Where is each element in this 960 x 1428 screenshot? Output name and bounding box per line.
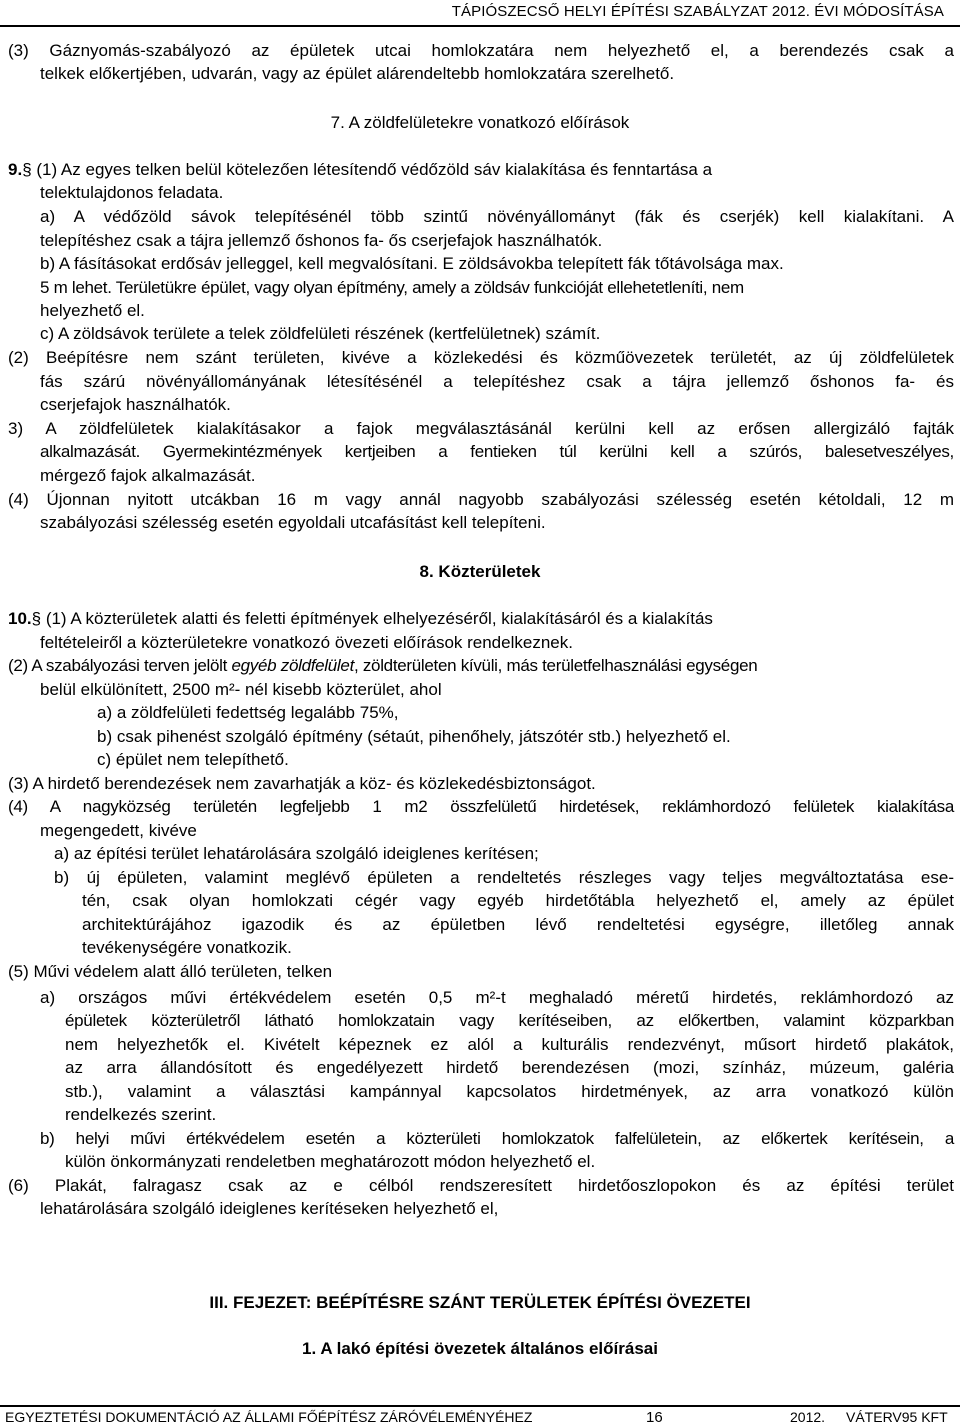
footer-year: 2012. xyxy=(790,1409,826,1425)
chapter-title: III. FEJEZET: BEÉPÍTÉSRE SZÁNT TERÜLETEK ÉPÍTÉSI ÖVEZETEI xyxy=(209,1293,751,1312)
paragraph-line: telektulajdonos feladata. xyxy=(40,183,224,202)
paragraph-text: , zöldterületen kívüli, más területfelhasználási egységen xyxy=(354,656,758,675)
list-item: épületek közterületről látható homlokzatain vagy kerítéseiben, az előkertben, valamint közparkban xyxy=(65,1011,954,1030)
paragraph-line: mérgező fajok alkalmazását. xyxy=(40,466,256,485)
paragraph-line: (4) Újonnan nyitott utcákban 16 m vagy annál nagyobb szabályozási szélesség esetén kétoldali, 12 m xyxy=(8,490,954,509)
list-item: tevékenységére vonatkozik. xyxy=(82,938,292,957)
paragraph-line: lehatárolására szolgáló ideiglenes kerítéseken helyezhető el, xyxy=(40,1199,499,1218)
paragraph-line: a) A védőzöld sávok telepítésénél több szintű növényállományt (fák és cserjék) kell kialakítani. A xyxy=(40,207,954,226)
paragraph-line xyxy=(8,607,713,630)
paragraph-line: feltételeiről a közterületekre vonatkozó övezeti előírások rendelkeznek. xyxy=(40,633,573,652)
paragraph-text: § (1) A közterületek alatti és feletti építmények elhelyezéséről, kialakításáról és a kialakítás xyxy=(31,609,713,628)
header-title: TÁPIÓSZECSŐ HELYI ÉPÍTÉSI SZABÁLYZAT 2012. ÉVI MÓDOSÍTÁSA xyxy=(451,3,944,20)
section-heading xyxy=(0,111,960,134)
section-title: 8. Közterületek xyxy=(419,562,541,581)
list-item: b) csak pihenést szolgáló építmény (sétaút, pihenőhely, játszótér stb.) helyezhető el. xyxy=(97,727,731,746)
paragraph-text: § (1) Az egyes telken belül kötelezően létesítendő védőzöld sáv kialakítása és fenntartása a xyxy=(22,160,713,179)
paragraph-line: (5) Művi védelem alatt álló területen, telken xyxy=(8,962,333,981)
paragraph-line: (4) A nagyközség területén legfeljebb 1 m2 összfelületű hirdetések, reklámhordozó felületek kialakítása xyxy=(8,797,954,816)
list-item: a) az építési terület lehatárolására szolgáló ideiglenes kerítésen; xyxy=(54,844,539,863)
section-heading xyxy=(0,560,960,583)
paragraph-line: c) A zöldsávok területe a telek zöldfelületi részének (kertfelületnek) számít. xyxy=(40,324,601,343)
list-item: tén, csak olyan homlokzati cégér vagy egyéb hirdetőtábla helyezhető el, amely az épület xyxy=(82,891,954,910)
paragraph-line: (2) Beépítésre nem szánt területen, kivéve a közlekedési és közműövezetek területét, az új zöldfelületek xyxy=(8,348,954,367)
footer-company: VÁTERV95 KFT xyxy=(846,1409,948,1425)
paragraph-line: 5 m lehet. Területükre épület, vagy olyan építmény, amely a zöldsáv funkcióját ellehetetleníti, nem xyxy=(40,278,744,297)
paragraph-line xyxy=(8,654,757,677)
list-item: rendelkezés szerint. xyxy=(65,1105,217,1124)
section-title: 1. A lakó építési övezetek általános előírásai xyxy=(302,1339,658,1358)
paragraph-line: telepítéshez csak a tájra jellemző őshonos fa- ős cserjefajok használhatók. xyxy=(40,231,603,250)
paragraph-line: b) A fásításokat erdősáv jelleggel, kell megvalósítani. E zöldsávokba telepített fák tőtávolsága max. xyxy=(40,254,784,273)
paragraph-line: helyezhető el. xyxy=(40,301,145,320)
list-item: c) épület nem telepíthető. xyxy=(97,750,289,769)
section-number: 9. xyxy=(8,160,23,179)
page-footer xyxy=(0,1405,960,1428)
paragraph-line: belül elkülönített, 2500 m²- nél kisebb közterület, ahol xyxy=(40,680,442,699)
paragraph-line: cserjefajok használhatók. xyxy=(40,395,231,414)
list-item: az arra állandósított és engedélyezett hirdető berendezésen (mozi, színház, múzeum, galéria xyxy=(65,1058,954,1077)
paragraph-text: (2) A szabályozási terven jelölt xyxy=(8,656,232,675)
list-item: architektúrájához igazodik és az épületben lévő rendeltetési egységre, illetőleg annak xyxy=(82,915,954,934)
paragraph-line: (6) Plakát, falragasz csak az e célból rendszeresített hirdetőoszlopokon és az építési terület xyxy=(8,1176,954,1195)
italic-term: egyéb zöldfelület xyxy=(231,656,354,675)
paragraph-line: szabályozási szélesség esetén egyoldali utcafásítást kell telepíteni. xyxy=(40,513,546,532)
list-item: b) helyi művi értékvédelem esetén a közterületi homlokzatok falfelületein, az előkertek kerítésein, a xyxy=(40,1129,954,1148)
paragraph-line: alkalmazását. Gyermekintézmények kertjeiben a fentieken túl kerülni kell a szúrós, balesetveszélyes, xyxy=(40,442,954,461)
section-heading xyxy=(0,1337,960,1360)
paragraph-line xyxy=(8,158,712,181)
footer-document-label: EGYEZTETÉSI DOKUMENTÁCIÓ AZ ÁLLAMI FŐÉPÍTÉSZ ZÁRÓVÉLEMÉNYÉHEZ xyxy=(5,1409,533,1425)
list-item: nem helyezhetők el. Kivételt képeznek ez alól a kulturális rendezvényt, műsort hirdető plakátok, xyxy=(65,1035,954,1054)
paragraph-line: (3) Gáznyomás-szabályozó az épületek utcai homlokzatára nem helyezhető el, a berendezés csak a xyxy=(8,41,954,60)
paragraph-line: megengedett, kivéve xyxy=(40,821,197,840)
list-item: stb.), valamint a választási kampánnyal kapcsolatos hirdetmények, az arra vonatkozó külön xyxy=(65,1082,954,1101)
paragraph-line: 3) A zöldfelületek kialakításakor a fajok megválasztásánál kerülni kell az erősen allergizáló fajták xyxy=(8,419,954,438)
list-item: b) új épületen, valamint meglévő épületen a rendeltetés részleges vagy teljes megváltoztatása ese- xyxy=(54,868,954,887)
section-number: 10. xyxy=(8,609,32,628)
list-item: a) országos művi értékvédelem esetén 0,5 m²-t meghaladó méretű hirdetés, reklámhordozó az xyxy=(40,988,954,1007)
section-title: 7. A zöldfelületekre vonatkozó előírások xyxy=(330,113,630,132)
chapter-heading xyxy=(0,1291,960,1314)
paragraph-line: telkek előkertjében, udvarán, vagy az épület alárendeltebb homlokzatára szerelhető. xyxy=(40,64,675,83)
paragraph-line: (3) A hirdető berendezések nem zavarhatják a köz- és közlekedésbiztonságot. xyxy=(8,774,596,793)
list-item: külön önkormányzati rendeletben meghatározott módon helyezhető el. xyxy=(65,1152,596,1171)
page-header xyxy=(0,0,960,27)
list-item: a) a zöldfelületi fedettség legalább 75%, xyxy=(97,703,399,722)
paragraph-line: fás szárú növényállományának létesítésénél a telepítéshez csak a tájra jellemző őshonos fa- és xyxy=(40,372,954,391)
page-number: 16 xyxy=(646,1409,663,1426)
